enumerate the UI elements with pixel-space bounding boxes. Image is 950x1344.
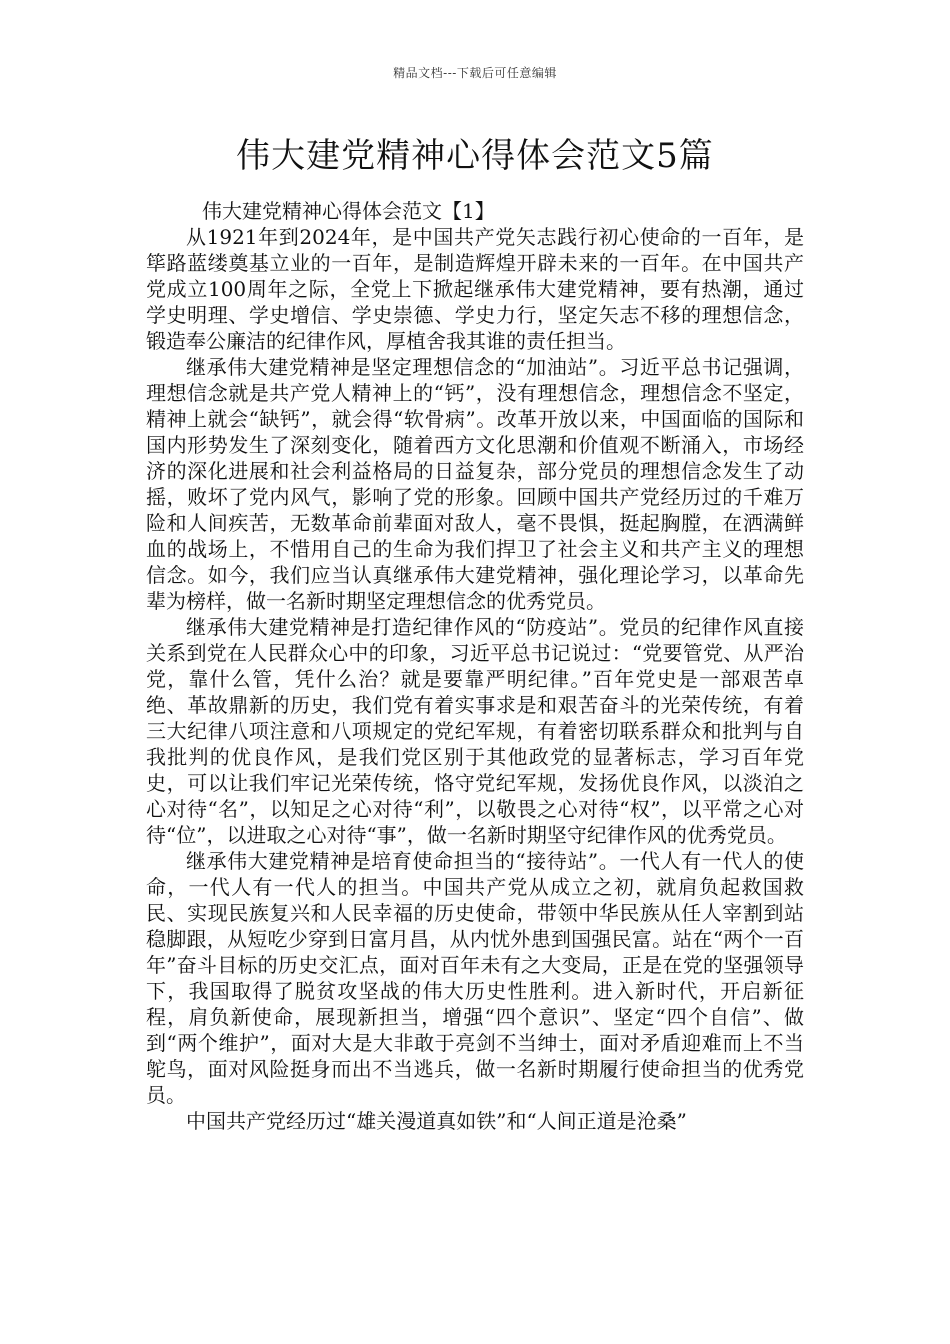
document-body	[146, 198, 804, 1134]
document-title: 伟大建党精神心得体会范文5篇	[236, 136, 714, 176]
paragraph-5: 中国共产党经历过“雄关漫道真如铁”和“人间正道是沧桑”	[186, 1109, 687, 1133]
paragraph-1: 从1921年到2024年，是中国共产党矢志践行初心使命的一百年，是筚路蓝缕奠基立业的一百年，是制造辉煌开辟未来的一百年。在中国共产党成立100周年之际，全党上下掀起继承伟大建党精神，要有热潮，通过学史明理、学史增信、学史崇德、学史力行，坚定矢志不移的理想信念，锻造奉公廉洁的纪律作风，厚植舍我其谁的责任担当。	[146, 225, 804, 353]
paragraph-2: 继承伟大建党精神是坚定理想信念的“加油站”。习近平总书记强调，理想信念就是共产党人精神上的“钙”，没有理想信念，理想信念不坚定，精神上就会“缺钙”，就会得“软骨病”。改革开放以来，中国面临的国际和国内形势发生了深刻变化，随着西方文化思潮和价值观不断涌入，市场经济的深化进展和社会利益格局的日益复杂，部分党员的理想信念发生了动摇，败坏了党内风气，影响了党的形象。回顾中国共产党经历过的千难万险和人间疾苦，无数革命前辈面对敌人，毫不畏惧，挺起胸膛，在洒满鲜血的战场上，不惜用自己的生命为我们捍卫了社会主义和共产主义的理想信念。如今，我们应当认真继承伟大建党精神，强化理论学习，以革命先辈为榜样，做一名新时期坚定理想信念的优秀党员。	[146, 355, 804, 613]
paragraph-4: 继承伟大建党精神是培育使命担当的“接待站”。一代人有一代人的使命，一代人有一代人的担当。中国共产党从成立之初，就肩负起救国救民、实现民族复兴和人民幸福的历史使命，带领中华民族从任人宰割到站稳脚跟，从短吃少穿到日富月昌，从内忧外患到国强民富。站在“两个一百年”奋斗目标的历史交汇点，面对百年未有之大变局，正是在党的坚强领导下，我国取得了脱贫攻坚战的伟大历史性胜利。进入新时代，开启新征程，肩负新使命，展现新担当，增强“四个意识”、坚定“四个自信”、做到“两个维护”，面对大是大非敢于亮剑不当绅士，面对矛盾迎难而上不当鸵鸟，面对风险挺身而出不当逃兵，做一名新时期履行使命担当的优秀党员。	[146, 849, 804, 1107]
paragraph-3: 继承伟大建党精神是打造纪律作风的“防疫站”。党员的纪律作风直接关系到党在人民群众心中的印象，习近平总书记说过：“党要管党、从严治党，靠什么管，凭什么治？就是要靠严明纪律。”百年党史是一部艰苦卓绝、革故鼎新的历史，我们党有着实事求是和艰苦奋斗的光荣传统，有着三大纪律八项注意和八项规定的党纪军规，有着密切联系群众和批判与自我批判的优良作风，是我们党区别于其他政党的显著标志，学习百年党史，可以让我们牢记光荣传统，恪守党纪军规，发扬优良作风，以淡泊之心对待“名”，以知足之心对待“利”，以敬畏之心对待“权”，以平常之心对待“位”，以进取之心对待“事”，做一名新时期坚守纪律作风的优秀党员。	[146, 615, 804, 847]
section-heading: 伟大建党精神心得体会范文【1】	[202, 199, 495, 223]
page-header-note: 精品文档---下载后可任意编辑	[393, 66, 557, 80]
